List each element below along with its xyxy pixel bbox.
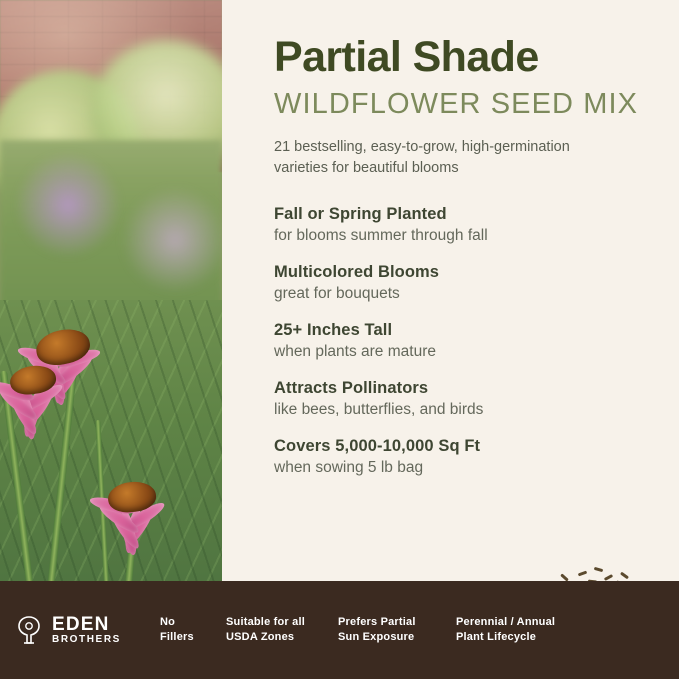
footer-badge-line-1: Suitable for all <box>226 616 305 629</box>
footer-badge-line-1: Prefers Partial <box>338 616 416 629</box>
footer-bar <box>0 581 679 679</box>
feature-item <box>274 437 649 477</box>
coneflower <box>74 470 204 590</box>
feature-item <box>274 205 649 245</box>
feature-list <box>274 205 649 477</box>
page-title: Partial Shade <box>274 33 539 81</box>
footer-badge-lifecycle <box>456 615 576 645</box>
brand-wordmark <box>52 615 121 645</box>
background-purple-flowers-2 <box>120 180 222 300</box>
feature-item <box>274 263 649 303</box>
feature-item <box>274 379 649 419</box>
feature-title: Attracts Pollinators <box>274 378 429 397</box>
feature-subtitle: when sowing 5 lb bag <box>274 458 424 476</box>
feature-subtitle: for blooms summer through fall <box>274 226 488 244</box>
feature-title: 25+ Inches Tall <box>274 320 393 339</box>
product-description: 21 bestselling, easy-to-grow, high-germination varieties for beautiful blooms <box>274 138 570 176</box>
feature-subtitle: like bees, butterflies, and birds <box>274 400 484 418</box>
page-subtitle: WILDFLOWER SEED MIX <box>274 87 639 120</box>
footer-badge-line-2: USDA Zones <box>226 631 295 643</box>
footer-badge-sun <box>338 615 456 645</box>
footer-badge-line-2: Sun Exposure <box>338 631 415 643</box>
apple-tree-icon <box>14 614 44 646</box>
footer-badge-line-1: No <box>160 616 176 629</box>
garden-photo <box>0 0 222 600</box>
footer-badge-fillers <box>160 615 226 645</box>
background-purple-flowers <box>8 150 128 260</box>
footer-badge-zones <box>226 615 338 645</box>
feature-subtitle: when plants are mature <box>274 342 436 360</box>
footer-content <box>0 581 679 679</box>
coneflower <box>0 352 96 472</box>
footer-badge-line-1: Perennial / Annual <box>456 616 556 629</box>
product-copy-panel <box>222 0 679 600</box>
feature-subtitle: great for bouquets <box>274 284 400 302</box>
feature-title: Multicolored Blooms <box>274 262 440 281</box>
footer-badge-line-2: Plant Lifecycle <box>456 631 537 643</box>
feature-title: Fall or Spring Planted <box>274 204 447 223</box>
brand-logo[interactable] <box>14 614 160 646</box>
brand-line-2: BROTHERS <box>52 633 121 645</box>
feature-item <box>274 321 649 361</box>
brand-line-1: EDEN <box>52 614 110 636</box>
footer-badge-line-2: Fillers <box>160 631 194 643</box>
feature-title: Covers 5,000-10,000 Sq Ft <box>274 436 481 455</box>
